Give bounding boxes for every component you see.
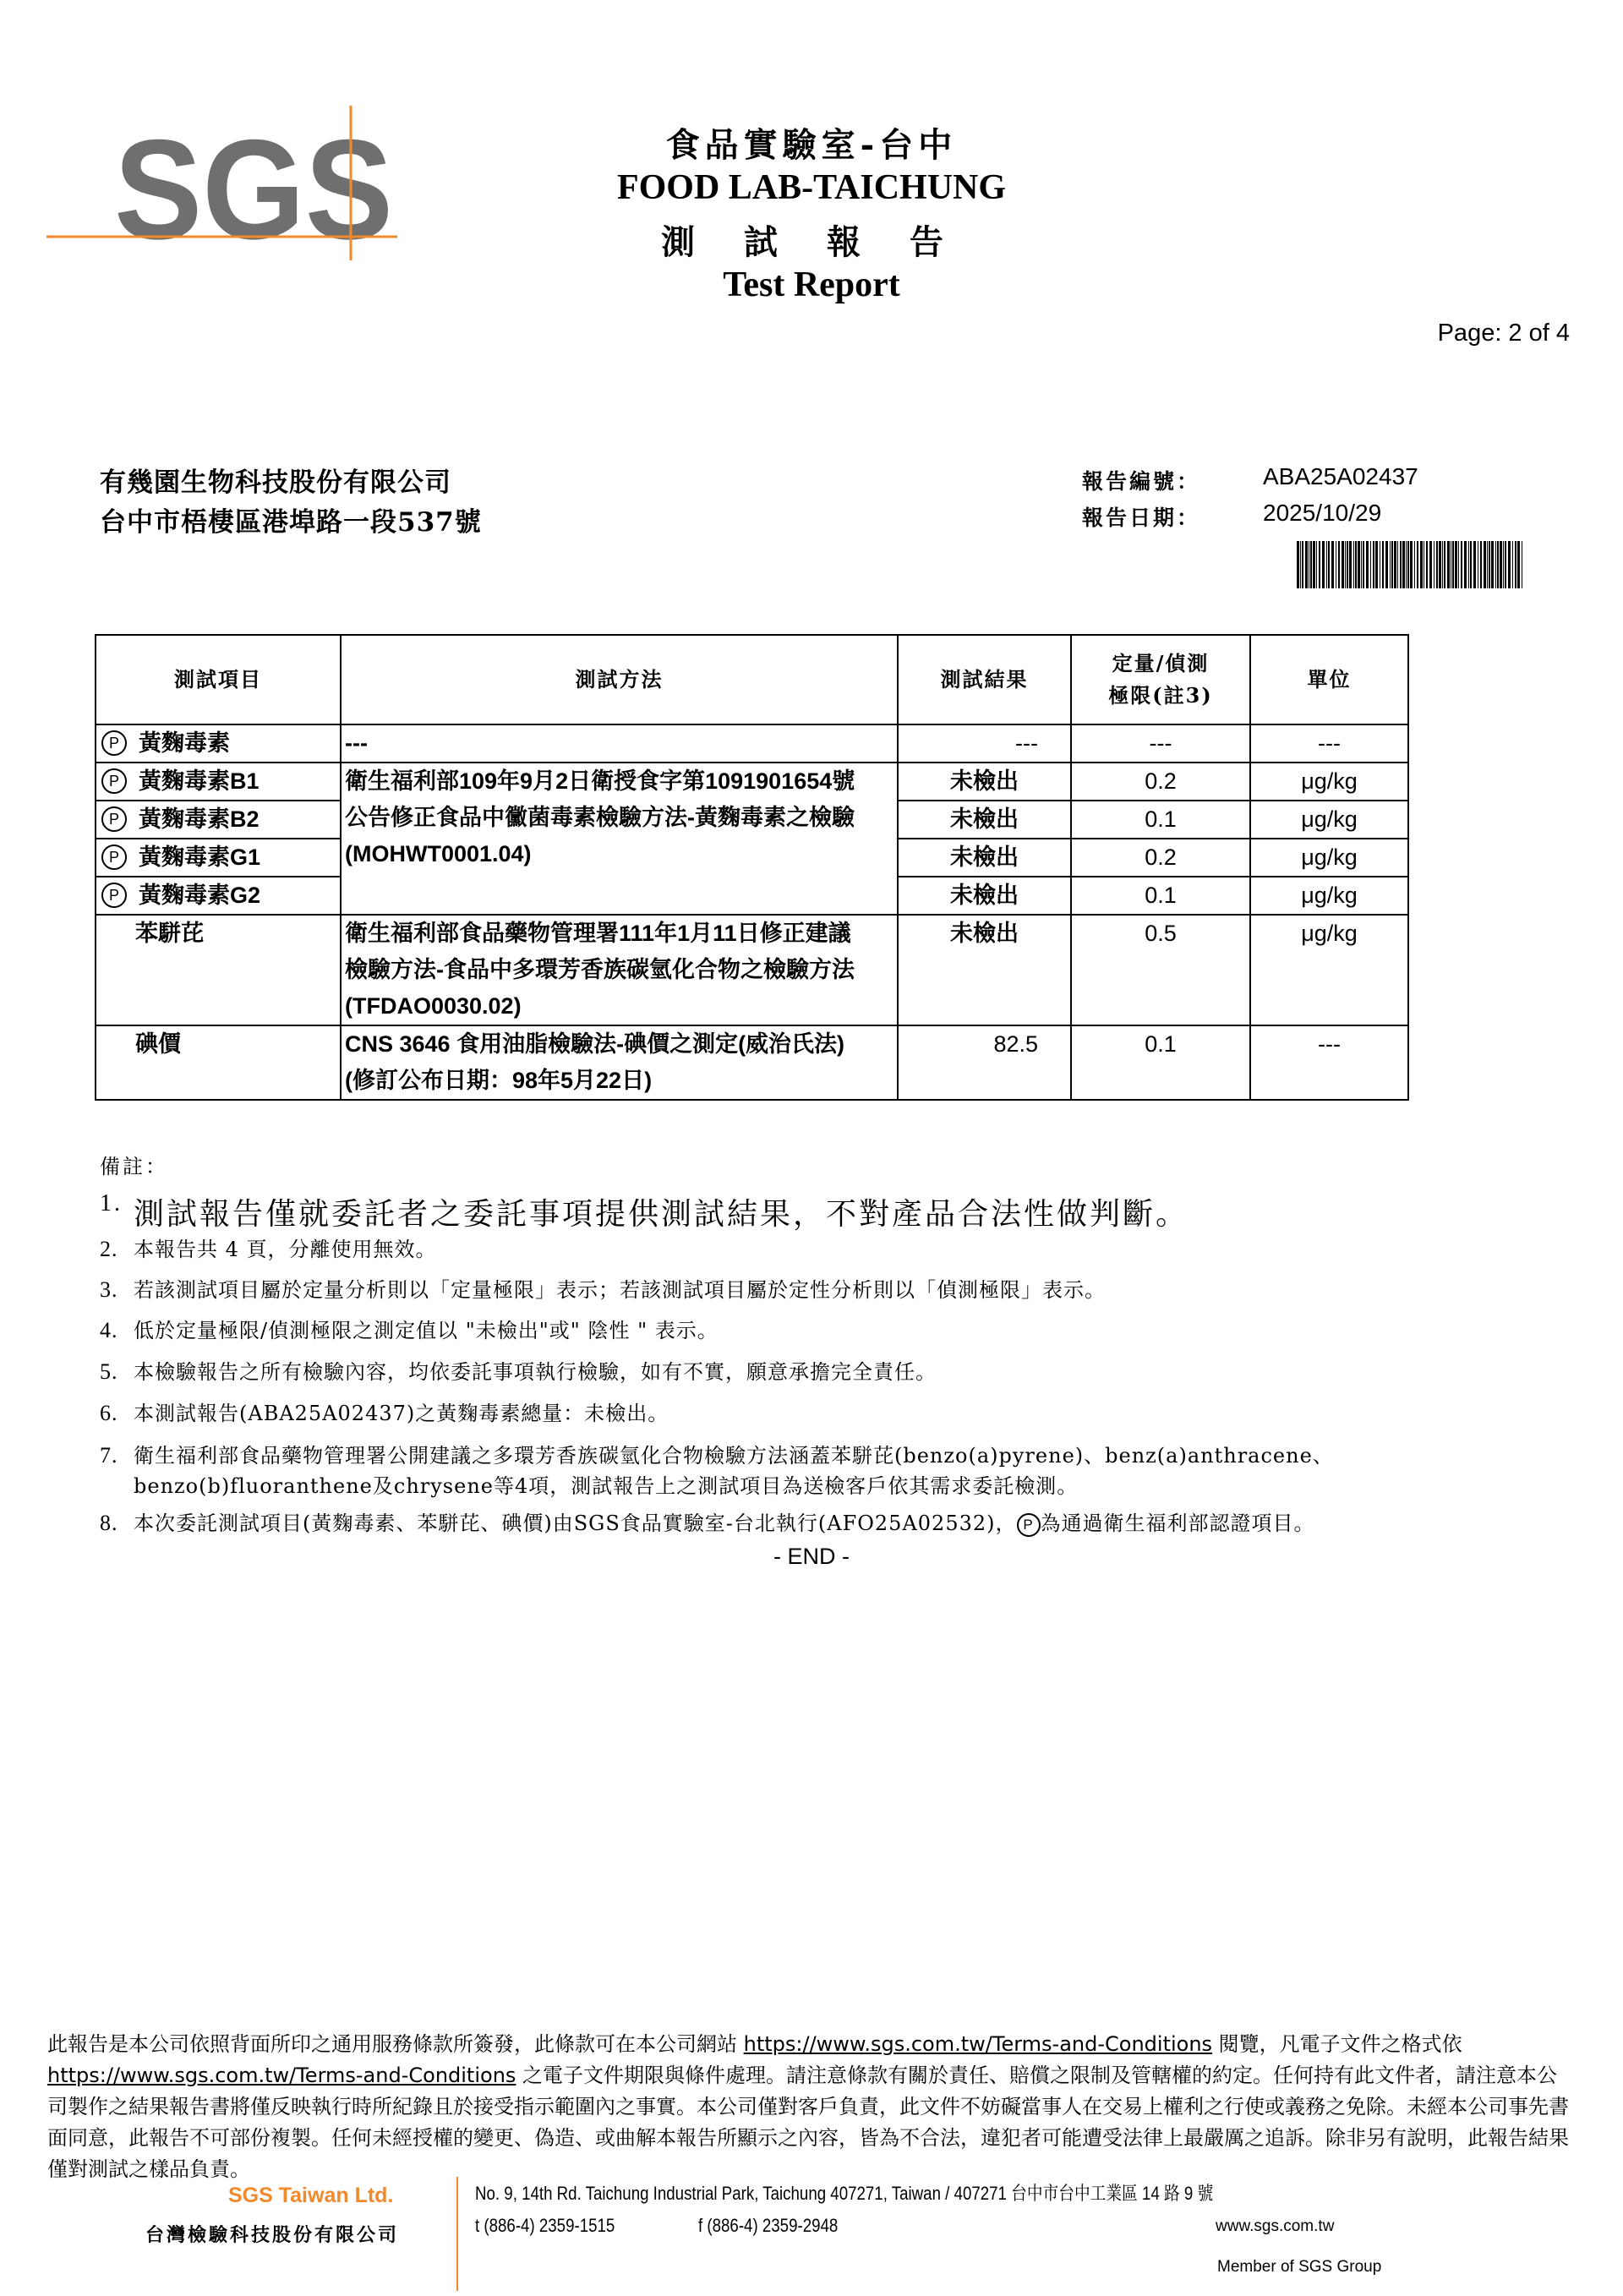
terms-link[interactable]: https://www.sgs.com.tw/Terms-and-Conditions xyxy=(47,2064,516,2087)
note-text: 本報告共 4 頁，分離使用無效。 xyxy=(134,1238,437,1261)
table-row xyxy=(96,1025,1408,1100)
client-address: 台中市梧棲區港埠路一段537號 xyxy=(100,507,482,538)
lab-title-cn: 食品實驗室-台中 xyxy=(665,125,958,165)
method-line: 衛生福利部食品藥物管理署111年1月11日修正建議 xyxy=(345,921,851,946)
item-name: 黃麴毒素G2 xyxy=(139,883,261,908)
row-limit: 0.1 xyxy=(1071,877,1250,915)
certified-mark-icon: P xyxy=(101,730,127,756)
header-limit xyxy=(1071,635,1250,724)
footer-member: Member of SGS Group xyxy=(1217,2258,1382,2276)
note-text: 本檢驗報告之所有檢驗內容，均依委託事項執行檢驗，如有不實，願意承擔完全責任。 xyxy=(134,1360,937,1384)
row-result: 未檢出 xyxy=(898,915,1071,1025)
method-line: 檢驗方法-食品中多環芳香族碳氫化合物之檢驗方法 xyxy=(345,957,855,982)
report-date: 2025/10/29 xyxy=(1263,500,1382,526)
header-unit: 單位 xyxy=(1250,635,1408,724)
bap-method xyxy=(341,915,898,1025)
row-item xyxy=(96,763,341,801)
row-result: 未檢出 xyxy=(898,839,1071,877)
footer-divider xyxy=(456,2177,458,2291)
footer-company-cn: 台灣檢驗科技股份有限公司 xyxy=(145,2224,400,2246)
note-text: 測試報告僅就委託者之委託事項提供測試結果，不對產品合法性做判斷。 xyxy=(134,1197,1189,1232)
row-item: 苯駢芘 xyxy=(96,915,341,1025)
row-limit: 0.1 xyxy=(1071,801,1250,839)
table-row xyxy=(96,724,1408,763)
note-text: 低於定量極限/偵測極限之測定值以 "未檢出"或" 陰性 " 表示。 xyxy=(134,1319,719,1342)
row-unit: --- xyxy=(1250,1025,1408,1100)
row-result: 82.5 xyxy=(898,1025,1071,1100)
row-limit: 0.1 xyxy=(1071,1025,1250,1100)
row-result: --- xyxy=(898,724,1071,763)
row-item xyxy=(96,724,341,763)
header-item: 測試項目 xyxy=(96,635,341,724)
certified-mark-icon: P xyxy=(101,845,127,870)
note-text: 衛生福利部食品藥物管理署公開建議之多環芳香族碳氫化合物檢驗方法涵蓋苯駢芘(benzo(a)pyrene)、benz(a)anthracene、 xyxy=(134,1444,1334,1468)
method-line: CNS 3646 食用油脂檢驗法-碘價之測定(威治氏法) xyxy=(345,1031,845,1057)
row-unit: μg/kg xyxy=(1250,801,1408,839)
results-table xyxy=(95,634,1409,1101)
report-no: ABA25A02437 xyxy=(1263,463,1418,489)
report-date-label: 報告日期： xyxy=(1082,506,1201,530)
item-name: 黃麴毒素 xyxy=(139,730,230,756)
note-number: 5. xyxy=(100,1359,118,1384)
note-item xyxy=(100,1355,937,1385)
row-limit: --- xyxy=(1071,724,1250,763)
note-text: 本次委託測試項目(黃麴毒素、苯駢芘、碘價)由SGS食品實驗室-台北執行(AFO25A02532)， xyxy=(134,1512,1017,1535)
row-unit: μg/kg xyxy=(1250,839,1408,877)
note-item xyxy=(100,1273,1106,1303)
item-name: 黃麴毒素B2 xyxy=(139,806,260,832)
aflatoxin-method xyxy=(341,763,898,915)
note-item xyxy=(100,1190,1189,1233)
note-text: 為通過衛生福利部認證項目。 xyxy=(1040,1512,1315,1535)
row-unit: --- xyxy=(1250,724,1408,763)
lab-title-en: FOOD LAB-TAICHUNG xyxy=(616,168,1007,207)
certified-mark-icon: P xyxy=(101,768,127,794)
row-result: 未檢出 xyxy=(898,763,1071,801)
header-result: 測試結果 xyxy=(898,635,1071,724)
note-text: 本測試報告(ABA25A02437)之黃麴毒素總量：未檢出。 xyxy=(134,1402,669,1425)
item-name: 黃麴毒素G1 xyxy=(139,845,261,870)
report-title-en: Test Report xyxy=(723,265,900,304)
report-no-label: 報告編號： xyxy=(1082,469,1201,494)
report-title-cn: 測 試 報 告 xyxy=(661,222,962,262)
method-line: (TFDAO0030.02) xyxy=(345,993,522,1019)
disclaimer-text: 之電子文件期限與條件處理。請注意條款有關於責任、賠償之限制及管轄權的約定。任何持有此文件者，請注意本公司製作之結果報告書將僅反映執行時所紀錄且於接受指示範圍內之事實。本公司僅對客戶負責，此文件不妨礙當事人在交易上權利之行使或義務之免除。未經本公司事先書面同意，此報告不可部份複製。任何未經授權的變更、偽造、或曲解本報告所顯示之內容，皆為不合法，違犯者可能遭受法律上最嚴厲之追訴。除非另有說明，此報告結果僅對測試之樣品負責。 xyxy=(47,2064,1569,2181)
terms-link[interactable]: https://www.sgs.com.tw/Terms-and-Conditions xyxy=(743,2032,1213,2056)
header-limit-line1: 定量/偵測 xyxy=(1112,651,1210,675)
footer-disclaimer xyxy=(47,2029,1577,2185)
row-unit: μg/kg xyxy=(1250,915,1408,1025)
row-item xyxy=(96,839,341,877)
row-unit: μg/kg xyxy=(1250,877,1408,915)
method-line: (修訂公布日期：98年5月22日) xyxy=(345,1068,653,1093)
row-unit: μg/kg xyxy=(1250,763,1408,801)
note-number: 1. xyxy=(100,1190,123,1216)
note-number: 6. xyxy=(100,1401,118,1425)
certified-mark-icon: P xyxy=(101,883,127,908)
row-result: 未檢出 xyxy=(898,801,1071,839)
note-number: 7. xyxy=(100,1443,118,1468)
row-result: 未檢出 xyxy=(898,877,1071,915)
footer-phone: t (886-4) 2359-1515 xyxy=(475,2215,615,2236)
iodine-method xyxy=(341,1025,898,1100)
note-text: benzo(b)fluoranthene及chrysene等4項，測試報告上之測試項目為送檢客戶依其需求委託檢測。 xyxy=(134,1474,1079,1498)
method-line: 公告修正食品中黴菌毒素檢驗方法-黃麴毒素之檢驗 xyxy=(345,805,855,830)
note-text: 若該測試項目屬於定量分析則以「定量極限」表示；若該測試項目屬於定性分析則以「偵測極限」表示。 xyxy=(134,1278,1106,1302)
end-marker: - END - xyxy=(773,1544,850,1569)
svg-text:SGS: SGS xyxy=(114,110,393,262)
note-item xyxy=(100,1314,719,1343)
note-item xyxy=(100,1506,1315,1537)
row-item xyxy=(96,801,341,839)
row-method: --- xyxy=(341,724,898,763)
table-header-row xyxy=(96,635,1408,724)
header-method: 測試方法 xyxy=(341,635,898,724)
table-row xyxy=(96,915,1408,1025)
row-item: 碘價 xyxy=(96,1025,341,1100)
row-limit: 0.5 xyxy=(1071,915,1250,1025)
row-limit: 0.2 xyxy=(1071,763,1250,801)
note-item xyxy=(100,1397,669,1426)
note-number: 2. xyxy=(100,1237,118,1261)
barcode xyxy=(1297,541,1525,588)
certified-mark-icon: P xyxy=(101,806,127,832)
item-name: 黃麴毒素B1 xyxy=(139,768,260,794)
client-company: 有幾園生物科技股份有限公司 xyxy=(100,467,451,498)
header-limit-line2: 極限(註3) xyxy=(1108,683,1213,708)
page-number: Page: 2 of 4 xyxy=(1437,320,1570,347)
footer-fax: f (886-4) 2359-2948 xyxy=(698,2215,839,2236)
note-item xyxy=(100,1233,437,1262)
certified-mark-icon: P xyxy=(1017,1513,1041,1537)
note-item xyxy=(100,1439,1334,1468)
footer-company-en: SGS Taiwan Ltd. xyxy=(228,2184,394,2207)
note-number: 3. xyxy=(100,1277,118,1302)
method-line: 衛生福利部109年9月2日衛授食字第1091901654號 xyxy=(345,768,855,794)
note-item-continued xyxy=(134,1469,1078,1499)
note-number: 4. xyxy=(100,1318,118,1342)
method-line: (MOHWT0001.04) xyxy=(345,841,532,866)
footer-website[interactable]: www.sgs.com.tw xyxy=(1216,2217,1335,2235)
table-row xyxy=(96,763,1408,801)
footer-address: No. 9, 14th Rd. Taichung Industrial Park, Taichung 407271, Taiwan / 407271 台中市台中工業區 14 路 9 號 xyxy=(475,2183,1214,2204)
disclaimer-text: 閱覽，凡電子文件之格式依 xyxy=(1212,2032,1462,2056)
row-item xyxy=(96,877,341,915)
note-number: 8. xyxy=(100,1511,118,1535)
row-limit: 0.2 xyxy=(1071,839,1250,877)
notes-title: 備註： xyxy=(100,1155,168,1178)
disclaimer-text: 此報告是本公司依照背面所印之通用服務條款所簽發，此條款可在本公司網站 xyxy=(47,2032,744,2056)
